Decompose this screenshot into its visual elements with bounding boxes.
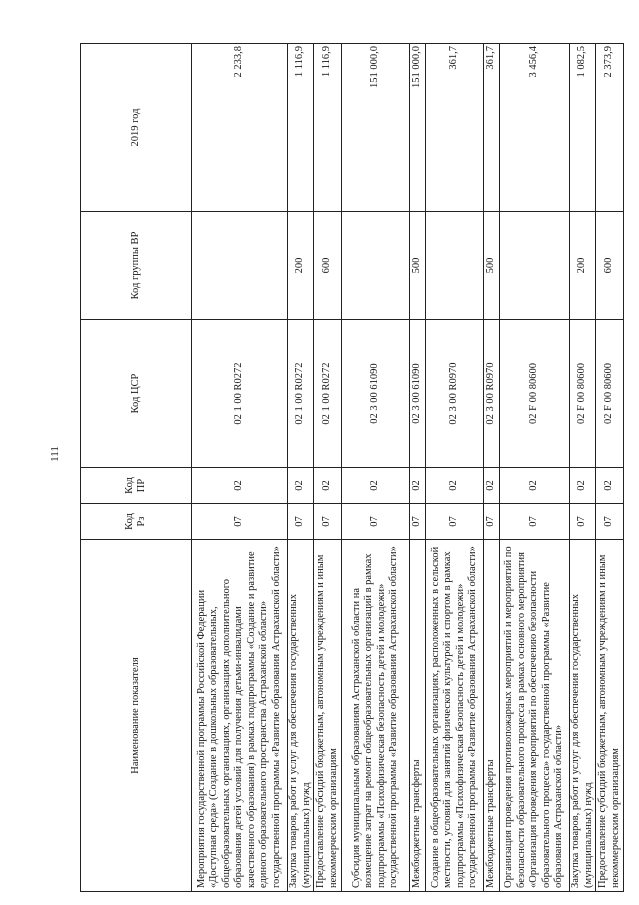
header-vr: Код группы ВР	[81, 212, 192, 320]
cell-pr: 02	[410, 468, 426, 504]
cell-pr: 02	[342, 468, 410, 504]
cell-pr: 02	[500, 468, 570, 504]
cell-csr: 02 1 00 R0272	[314, 320, 342, 468]
cell-amount: 2 373,9	[596, 44, 624, 212]
cell-amount: 361,7	[484, 44, 500, 212]
cell-rz: 07	[596, 504, 624, 540]
cell-pr: 02	[426, 468, 484, 504]
cell-name: Закупка товаров, работ и услуг для обеспечения государственных (муниципальных) нужд	[570, 540, 596, 892]
table-row	[192, 44, 288, 892]
cell-pr: 02	[596, 468, 624, 504]
header-csr: Код ЦСР	[81, 320, 192, 468]
cell-amount: 151 000,0	[342, 44, 410, 212]
cell-amount: 361,7	[426, 44, 484, 212]
cell-name: Закупка товаров, работ и услуг для обеспечения государственных (муниципальных) нужд	[288, 540, 314, 892]
table-row	[484, 44, 500, 892]
cell-vr	[500, 212, 570, 320]
header-year: 2019 год	[81, 44, 192, 212]
cell-csr: 02 F 00 80600	[596, 320, 624, 468]
cell-pr: 02	[570, 468, 596, 504]
cell-csr: 02 3 00 61090	[410, 320, 426, 468]
cell-csr: 02 3 00 R0970	[426, 320, 484, 468]
cell-csr: 02 F 00 80600	[570, 320, 596, 468]
table-row	[500, 44, 570, 892]
cell-rz: 07	[426, 504, 484, 540]
cell-vr: 600	[596, 212, 624, 320]
cell-amount: 3 456,4	[500, 44, 570, 212]
cell-csr: 02 1 00 R0272	[288, 320, 314, 468]
cell-vr: 500	[484, 212, 500, 320]
cell-vr: 200	[570, 212, 596, 320]
cell-pr: 02	[288, 468, 314, 504]
rotated-table-container	[80, 44, 620, 892]
cell-csr: 02 3 00 61090	[342, 320, 410, 468]
cell-rz: 07	[288, 504, 314, 540]
cell-pr: 02	[484, 468, 500, 504]
cell-csr: 02 F 00 80600	[500, 320, 570, 468]
cell-rz: 07	[410, 504, 426, 540]
cell-name: Создание в общеобразовательных организациях, расположенных в сельской местности, условий для занятий физической культурой и спортом в рамках подпрограммы «Психофизическая безопасность детей и молодежи» государственной программы «Развитие образования Астраханской области»	[426, 540, 484, 892]
cell-rz: 07	[570, 504, 596, 540]
cell-rz: 07	[342, 504, 410, 540]
table-row	[570, 44, 596, 892]
table-row	[314, 44, 342, 892]
budget-table	[80, 43, 624, 892]
cell-amount: 2 233,8	[192, 44, 288, 212]
cell-name: Организация проведения противопожарных мероприятий и мероприятий по безопасности образовательного процесса в рамках основного мероприятия «Организация проведения мероприятий по обеспечению безопасности образовательного процесса» государственной программы «Развитие образования Астраханской области»	[500, 540, 570, 892]
cell-name: Мероприятия государственной программы Российской Федерации «Доступная среда» (Создание в дошкольных образовательных, общеобразовательных организациях, организациях дополнительного образования детей условий для получения детьми-инвалидами качественного образования) в рамках подпрограммы «Создание и развитие единого образовательного пространства Астраханской области» государственной программы «Развитие образования Астраханской области»	[192, 540, 288, 892]
cell-amount: 1 116,9	[314, 44, 342, 212]
cell-rz: 07	[484, 504, 500, 540]
header-rz: Код Рз	[81, 504, 192, 540]
table-row	[342, 44, 410, 892]
cell-csr: 02 1 00 R0272	[192, 320, 288, 468]
cell-vr	[342, 212, 410, 320]
header-name: Наименование показателя	[81, 540, 192, 892]
cell-vr	[426, 212, 484, 320]
table-row	[288, 44, 314, 892]
cell-amount: 151 000,0	[410, 44, 426, 212]
cell-name: Субсидия муниципальным образованиям Астраханской области на возмещение затрат на ремонт общеобразовательных организаций в рамках подпрограммы «Психофизическая безопасность детей и молодежи» государственной программы «Развитие образования Астраханской области»	[342, 540, 410, 892]
header-row	[81, 44, 192, 892]
table-row	[596, 44, 624, 892]
cell-amount: 1 082,5	[570, 44, 596, 212]
cell-pr: 02	[314, 468, 342, 504]
cell-rz: 07	[192, 504, 288, 540]
cell-rz: 07	[500, 504, 570, 540]
table-row	[410, 44, 426, 892]
cell-amount: 1 116,9	[288, 44, 314, 212]
cell-vr: 200	[288, 212, 314, 320]
cell-rz: 07	[314, 504, 342, 540]
table-row	[426, 44, 484, 892]
page-number: 111	[49, 446, 61, 462]
cell-name: Предоставление субсидий бюджетным, автономным учреждениям и иным некоммерческим организациям	[314, 540, 342, 892]
cell-vr: 500	[410, 212, 426, 320]
cell-name: Предоставление субсидий бюджетным, автономным учреждениям и иным некоммерческим организациям	[596, 540, 624, 892]
header-pr: Код ПР	[81, 468, 192, 504]
cell-name: Межбюджетные трансферты	[484, 540, 500, 892]
cell-vr: 600	[314, 212, 342, 320]
cell-vr	[192, 212, 288, 320]
cell-csr: 02 3 00 R0970	[484, 320, 500, 468]
cell-pr: 02	[192, 468, 288, 504]
cell-name: Межбюджетные трансферты	[410, 540, 426, 892]
